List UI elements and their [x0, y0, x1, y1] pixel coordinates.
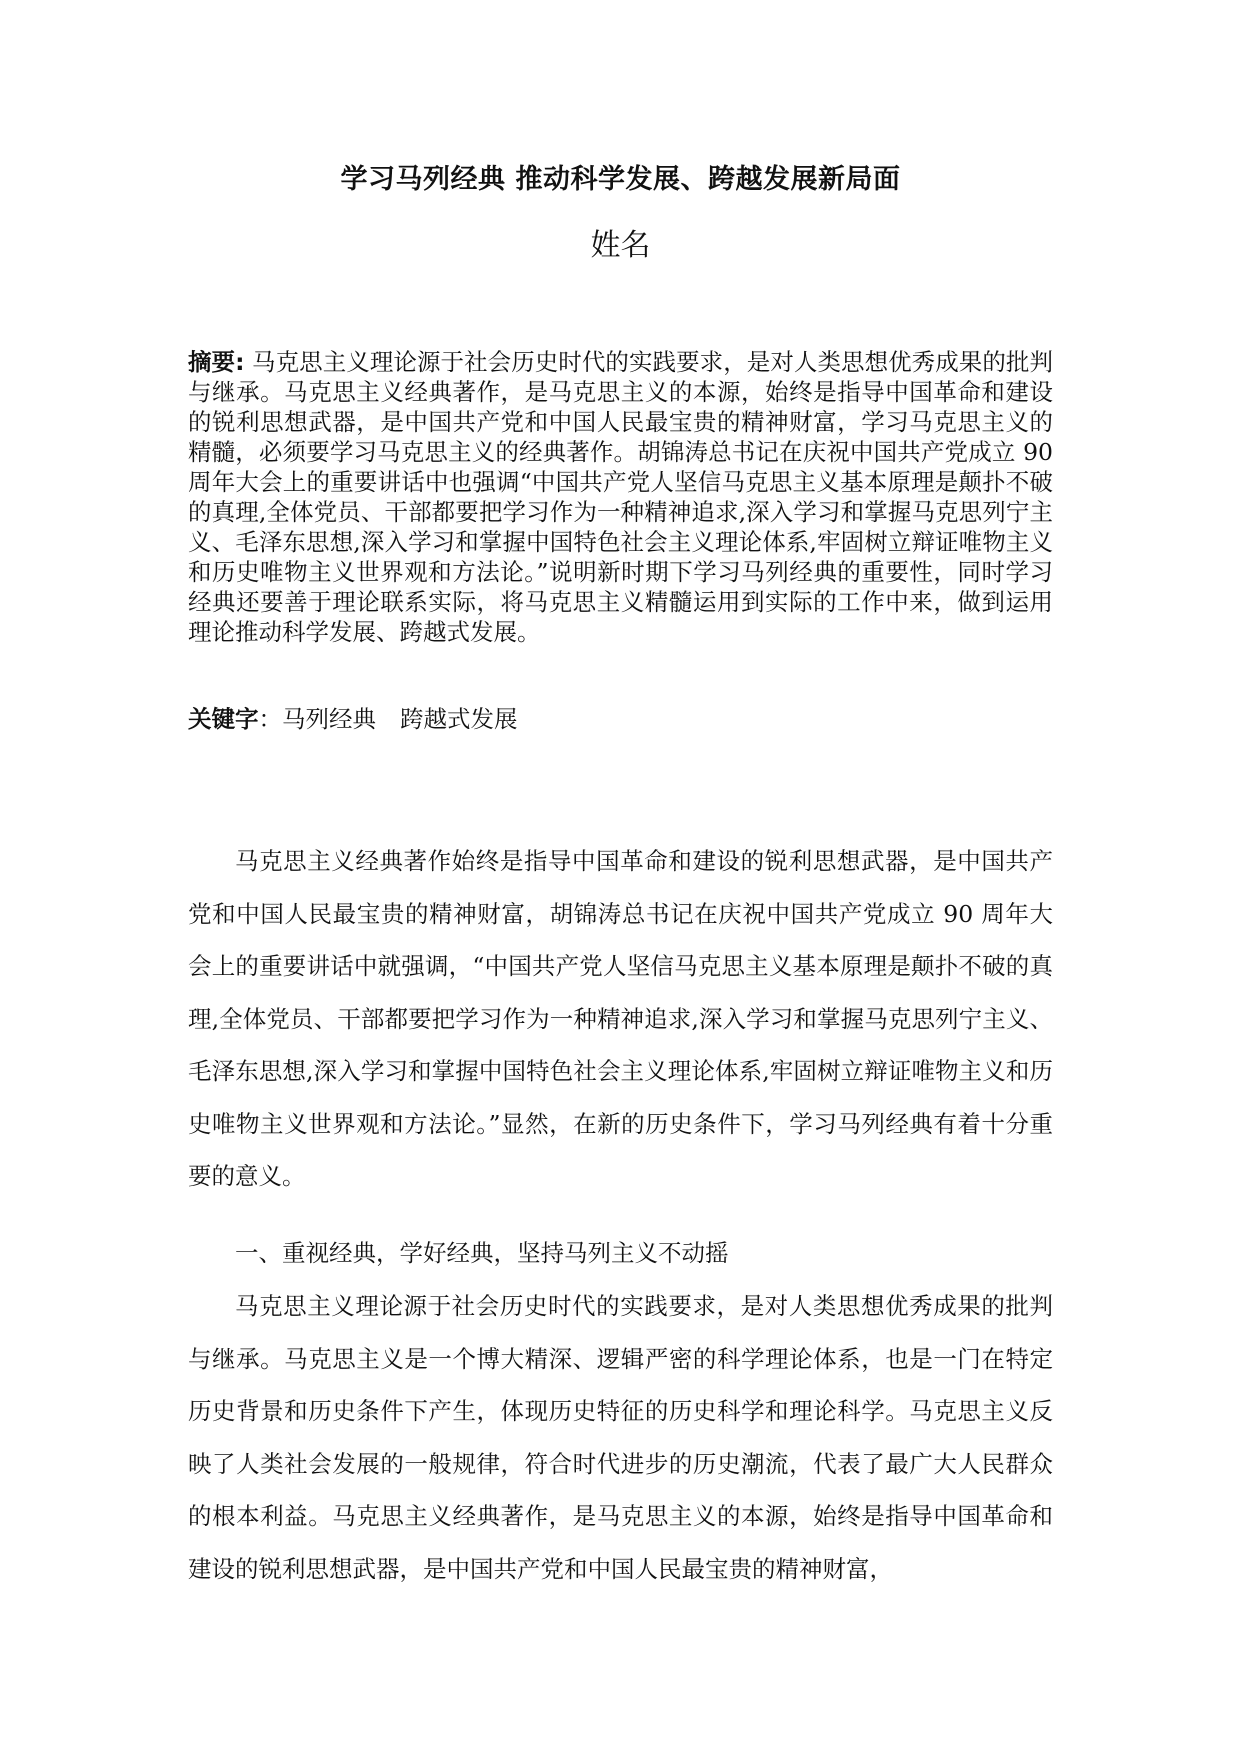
- author-name: 姓名: [590, 228, 651, 263]
- keywords-label: 关键字: [188, 705, 259, 733]
- keyword-item: 马列经典: [282, 705, 376, 733]
- abstract-label: 摘要:: [188, 348, 245, 376]
- body-paragraph-2: 马克思主义理论源于社会历史时代的实践要求，是对人类思想优秀成果的批判与继承。马克思主义是一个博大精深、逻辑严密的科学理论体系，也是一门在特定历史背景和历史条件下产生，体现历史特征的历史科学和理论科学。马克思主义反映了人类社会发展的一般规律，符合时代进步的历史潮流，代表了最广大人民群众的根本利益。马克思主义经典著作，是马克思主义的本源，始终是指导中国革命和建设的锐利思想武器，是中国共产党和中国人民最宝贵的精神财富，: [188, 1292, 1053, 1583]
- keyword-item: 跨越式发展: [400, 705, 518, 733]
- keywords: [188, 704, 1053, 734]
- abstract: [188, 347, 1053, 647]
- document-title: 学习马列经典 推动科学发展、跨越发展新局面: [340, 164, 901, 195]
- section-heading-1: 一、重视经典，学好经典，坚持马列主义不动摇: [235, 1239, 729, 1267]
- body-paragraph-1: 马克思主义经典著作始终是指导中国革命和建设的锐利思想武器，是中国共产党和中国人民最宝贵的精神财富，胡锦涛总书记在庆祝中国共产党成立 90 周年大会上的重要讲话中就强调，“中国共产党人坚信马克思主义基本原理是颠扑不破的真理,全体党员、干部都要把学习作为一种精神追求,深入学习和掌握马克思列宁主义、毛泽东思想,深入学习和掌握中国特色社会主义理论体系,牢固树立辩证唯物主义和历史唯物主义世界观和方法论。”显然，在新的历史条件下，学习马列经典有着十分重要的意义。: [188, 847, 1053, 1190]
- keywords-separator: ：: [258, 705, 282, 733]
- abstract-text: 马克思主义理论源于社会历史时代的实践要求，是对人类思想优秀成果的批判与继承。马克思主义经典著作，是马克思主义的本源，始终是指导中国革命和建设的锐利思想武器，是中国共产党和中国人民最宝贵的精神财富，学习马克思主义的精髓，必须要学习马克思主义的经典著作。胡锦涛总书记在庆祝中国共产党成立 90 周年大会上的重要讲话中也强调“中国共产党人坚信马克思主义基本原理是颠扑不破的真理,全体党员、干部都要把学习作为一种精神追求,深入学习和掌握马克思列宁主义、毛泽东思想,深入学习和掌握中国特色社会主义理论体系,牢固树立辩证唯物主义和历史唯物主义世界观和方法论。”说明新时期下学习马列经典的重要性，同时学习经典还要善于理论联系实际，将马克思主义精髓运用到实际的工作中来，做到运用理论推动科学发展、跨越式发展。: [188, 348, 1053, 646]
